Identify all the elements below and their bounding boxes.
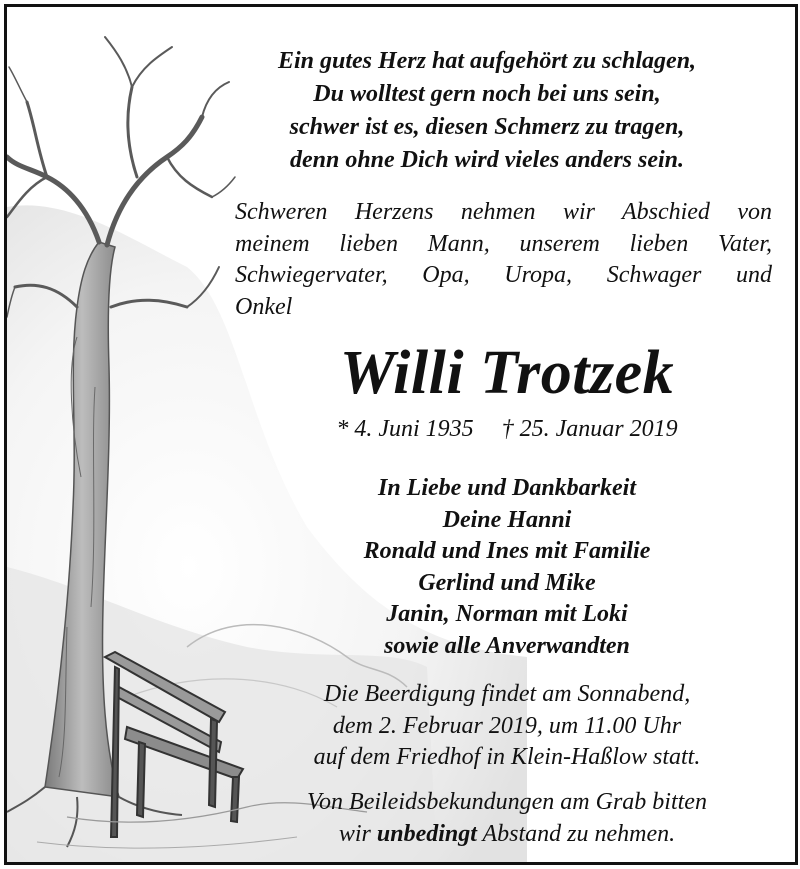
mourner-line: Gerlind und Mike	[418, 569, 596, 596]
poem-block	[187, 45, 787, 177]
condolence-line: Von Beileidsbekundungen am Grab bitten	[307, 789, 707, 815]
intro-line: Schwiegervater, Opa, Uropa, Schwager und	[235, 262, 772, 288]
funeral-line: Die Beerdigung findet am Sonnabend,	[323, 681, 691, 707]
condolence-emphasis: unbedingt	[376, 820, 477, 847]
mourner-line: Deine Hanni	[442, 506, 572, 533]
funeral-line: dem 2. Februar 2019, um 11.00 Uhr	[332, 712, 682, 739]
mourner-line: Janin, Norman mit Loki	[386, 601, 628, 627]
intro-line: Schweren Herzens nehmen wir Abschied von	[235, 199, 772, 225]
funeral-notice	[237, 679, 777, 774]
condolence-pre: wir	[338, 820, 377, 847]
mourner-line: In Liebe und Dankbarkeit	[377, 475, 637, 501]
birth-date: * 4. Juni 1935	[336, 416, 474, 442]
obituary-card	[4, 4, 798, 865]
condolence-request	[237, 787, 777, 850]
death-date: † 25. Januar 2019	[501, 416, 678, 442]
poem-line: denn ohne Dich wird vieles anders sein.	[289, 147, 685, 173]
life-dates	[257, 416, 757, 443]
poem-line: Du wolltest gern noch bei uns sein,	[313, 81, 661, 107]
intro-line: Onkel	[235, 293, 293, 320]
intro-line: meinem lieben Mann, unserem lieben Vater,	[235, 230, 772, 257]
farewell-intro	[235, 197, 772, 323]
poem-line: schwer ist es, diesen Schmerz zu tragen,	[289, 114, 685, 140]
poem-line: Ein gutes Herz hat aufgehört zu schlagen,	[277, 48, 697, 74]
deceased-name: Willi Trotzek	[339, 339, 675, 407]
condolence-post: Abstand zu nehmen.	[476, 820, 676, 847]
mourner-line: sowie alle Anverwandten	[384, 632, 630, 659]
condolence-line	[237, 819, 777, 851]
funeral-line: auf dem Friedhof in Klein-Haßlow statt.	[313, 744, 701, 770]
mourners-list	[257, 473, 757, 662]
mourner-line: Ronald und Ines mit Familie	[363, 538, 651, 564]
